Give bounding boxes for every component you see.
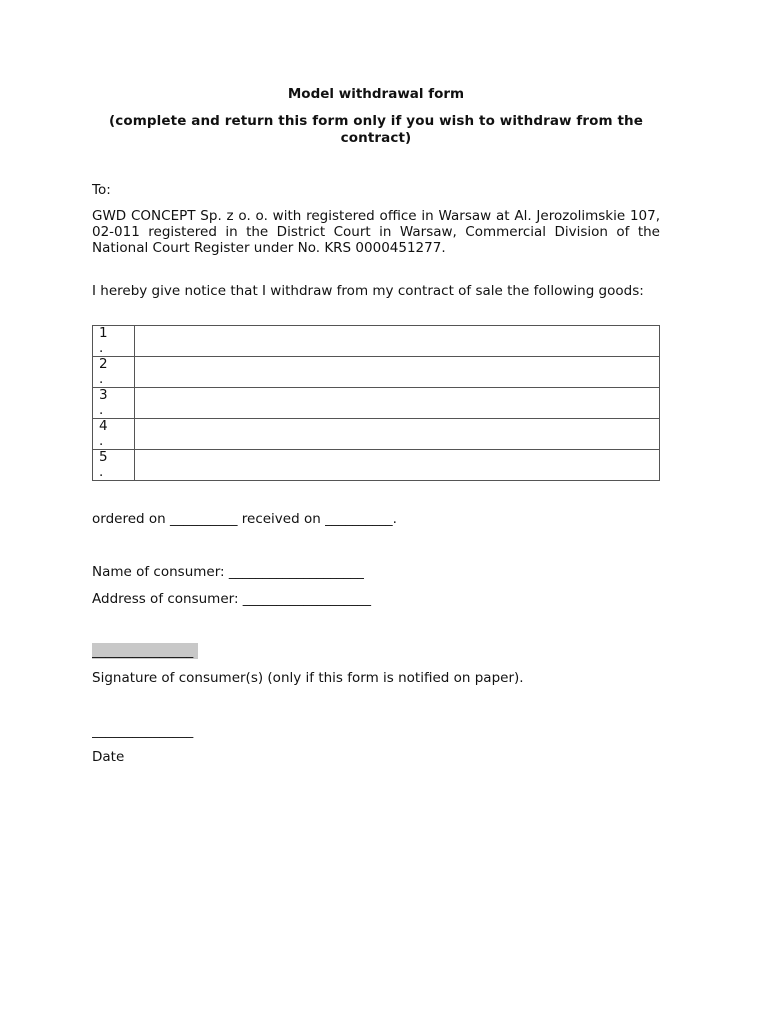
to-label: To: — [92, 182, 111, 198]
row-number: 2 — [99, 356, 108, 372]
goods-item-cell[interactable] — [135, 388, 660, 419]
goods-row — [93, 388, 660, 419]
goods-row-number — [93, 326, 135, 357]
consumer-address-field[interactable]: Address of consumer: ___________________ — [92, 591, 372, 607]
signature-label: Signature of consumer(s) (only if this form is notified on paper). — [92, 670, 524, 686]
addressee-text: GWD CONCEPT Sp. z o. o. with registered office in Warsaw at Al. Jerozolimskie 107, 02-011 registered in the District Court in Warsaw, Commercial Division of the National Court Register under No. KRS 0000451277. — [92, 208, 660, 256]
goods-item-cell[interactable] — [135, 419, 660, 450]
goods-row-number — [93, 357, 135, 388]
ordered-received-line[interactable]: ordered on __________ received on __________. — [92, 511, 397, 527]
date-field[interactable]: _______________ — [92, 723, 194, 739]
consumer-name-field[interactable]: Name of consumer: ____________________ — [92, 564, 364, 580]
goods-row-number — [93, 450, 135, 481]
form-title: Model withdrawal form — [287, 86, 465, 102]
row-number: 3 — [99, 387, 108, 403]
goods-item-cell[interactable] — [135, 357, 660, 388]
goods-item-cell[interactable] — [135, 326, 660, 357]
withdrawal-notice: I hereby give notice that I withdraw from my contract of sale the following goods: — [92, 283, 644, 299]
row-number: 5 — [99, 449, 108, 465]
goods-row — [93, 326, 660, 357]
row-number-dot: . — [99, 402, 104, 418]
goods-table — [92, 325, 660, 481]
row-number: 1 — [99, 325, 108, 341]
row-number: 4 — [99, 418, 108, 434]
row-number-dot: . — [99, 340, 104, 356]
row-number-dot: . — [99, 433, 104, 449]
goods-row-number — [93, 388, 135, 419]
form-subtitle: (complete and return this form only if you wish to withdraw from the contract) — [108, 113, 644, 146]
date-label: Date — [92, 749, 125, 765]
row-number-dot: . — [99, 464, 104, 480]
goods-item-cell[interactable] — [135, 450, 660, 481]
goods-row — [93, 357, 660, 388]
goods-row-number — [93, 419, 135, 450]
row-number-dot: . — [99, 371, 104, 387]
signature-field[interactable]: _______________ — [92, 643, 198, 659]
goods-row — [93, 419, 660, 450]
goods-row — [93, 450, 660, 481]
